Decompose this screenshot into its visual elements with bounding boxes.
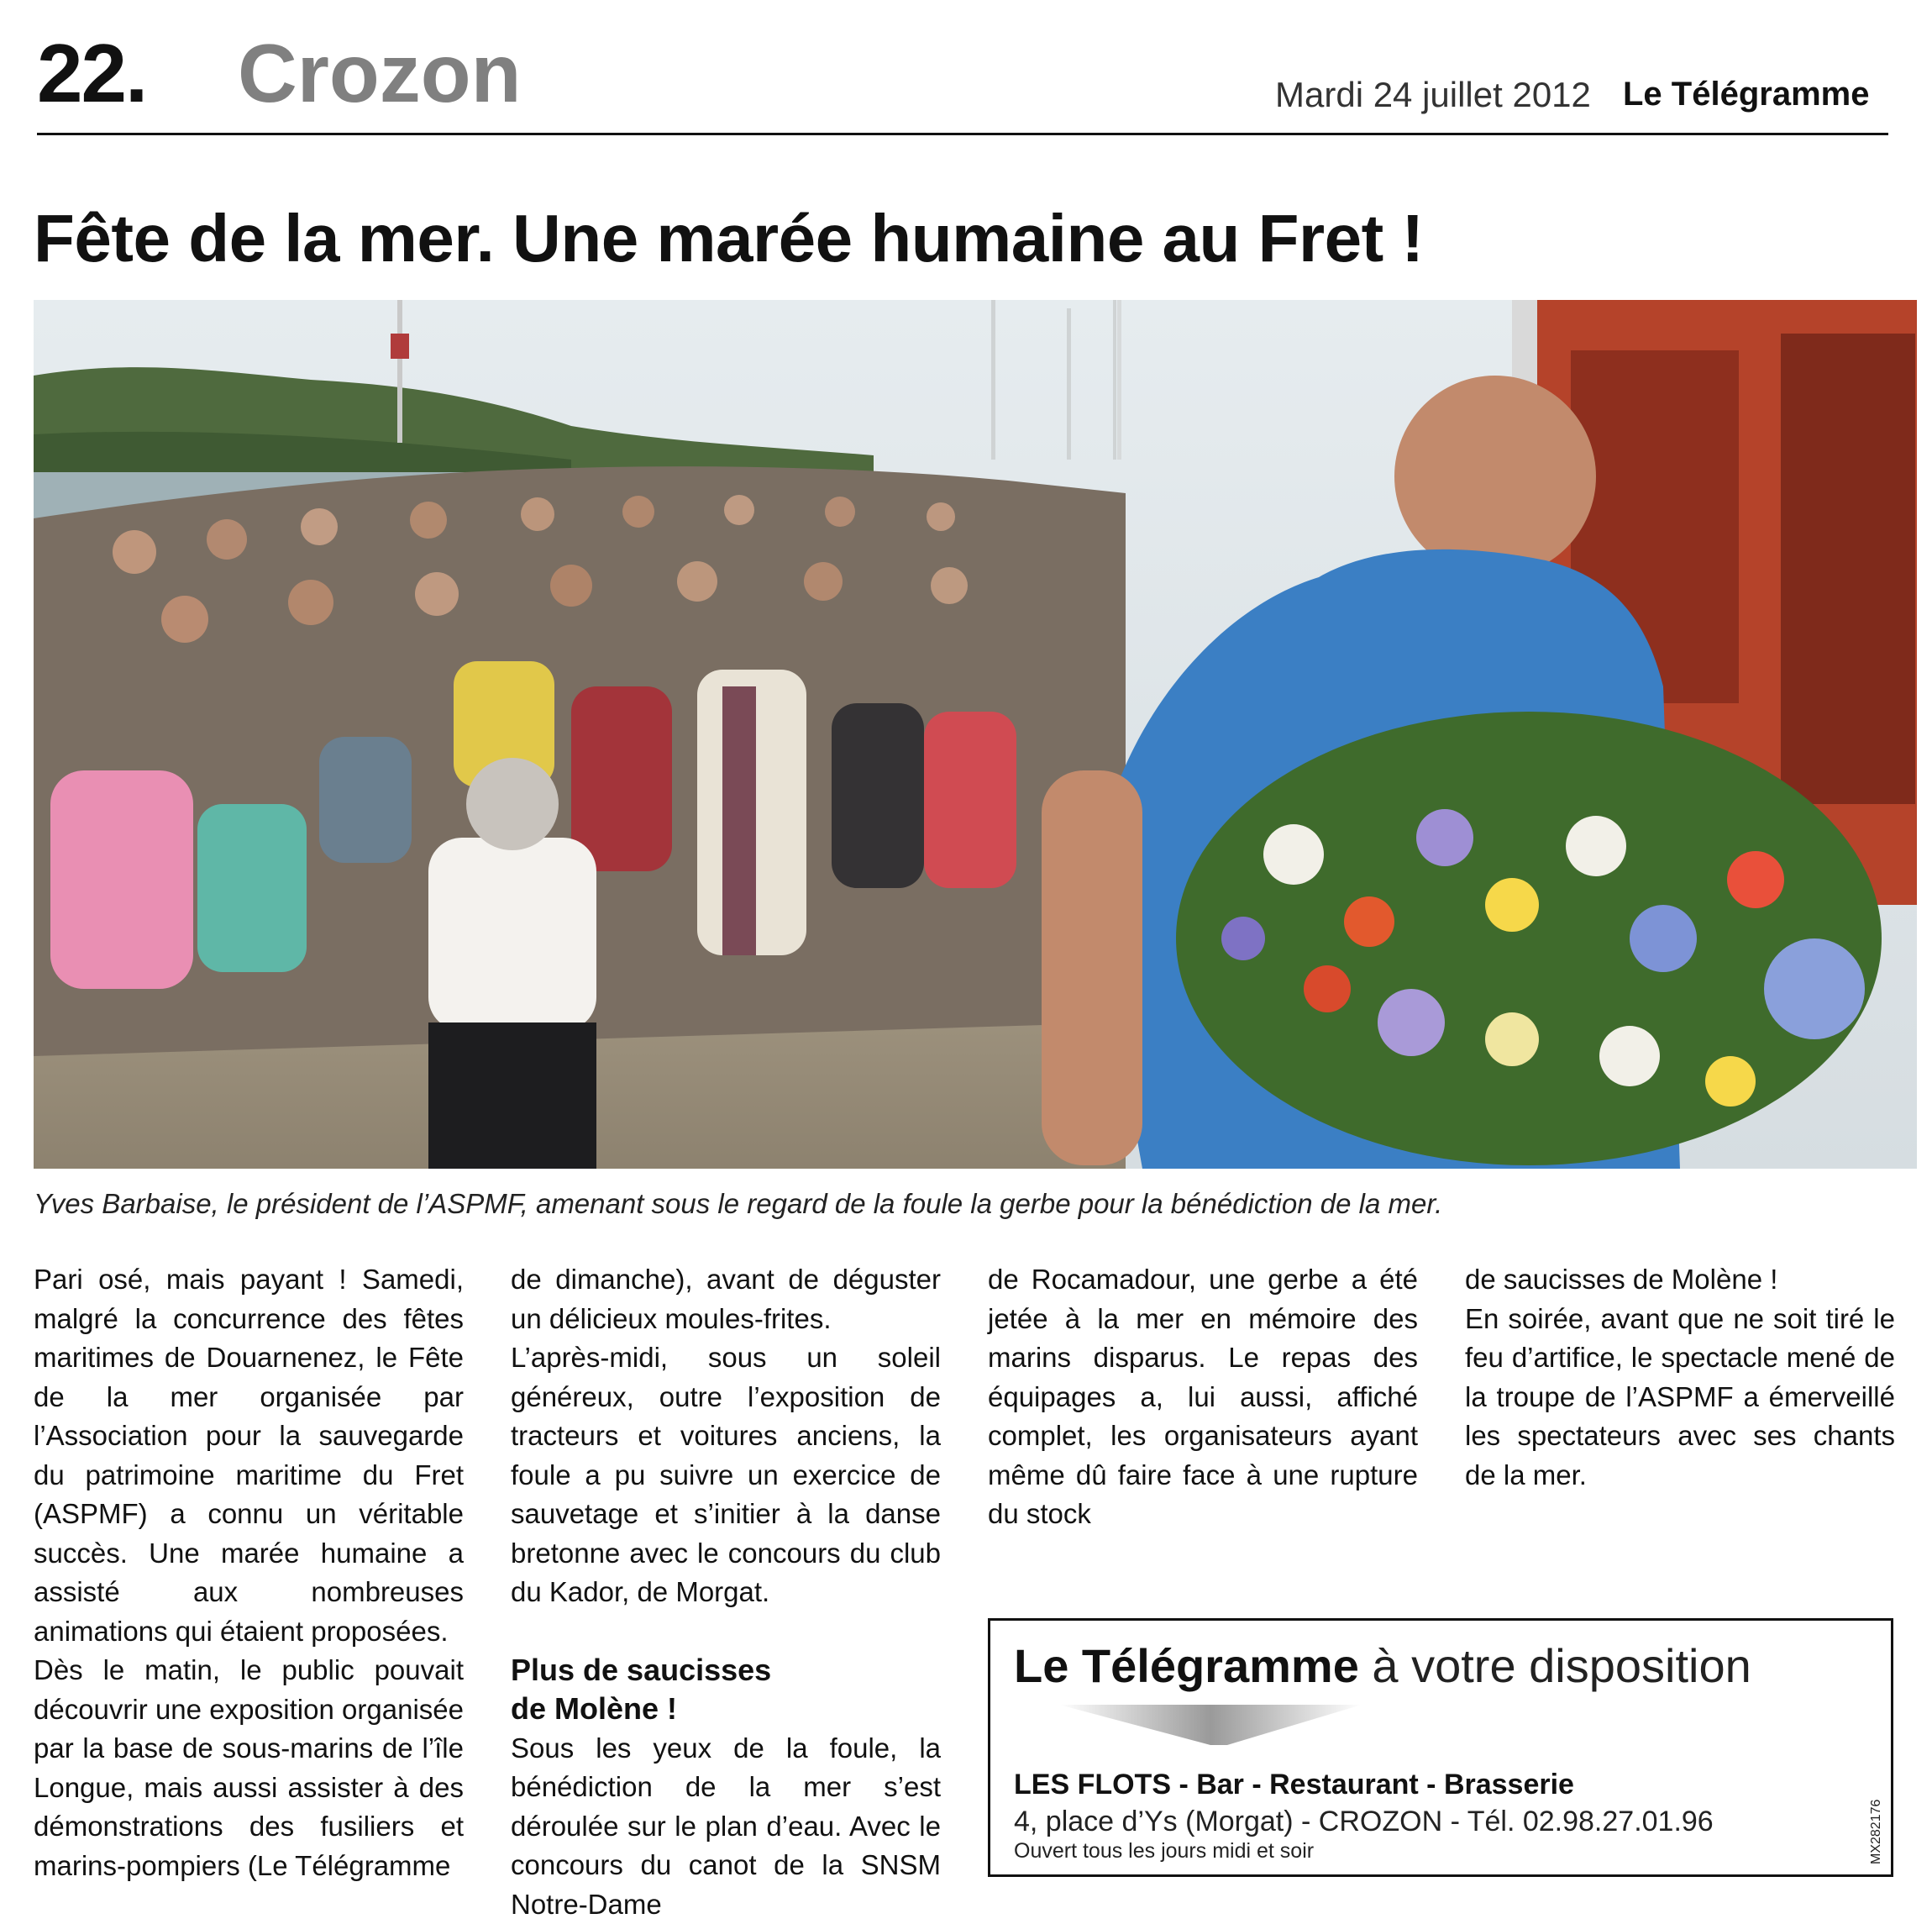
article-column-1 <box>34 1260 464 1885</box>
ad-title-brand: Le Télégramme <box>1014 1639 1359 1692</box>
article-column-4 <box>1465 1260 1895 1495</box>
advertisement-box <box>988 1618 1893 1877</box>
paragraph: L’après-midi, sous un soleil généreux, outre l’exposition de tracteurs et voitures anciens, la foule a pu suivre un exercice de sauvetage et s’initier à la danse bretonne avec le concours du club du Kador, de Morgat. <box>511 1338 941 1612</box>
ad-title <box>1014 1643 1751 1690</box>
paragraph: Dès le matin, le public pouvait découvrir une exposition organisée par la base de sous-marins de l’île Longue, mais aussi assister à des démonstrations des fusiliers et marins-pompiers (Le Télégramme <box>34 1651 464 1885</box>
ad-address: 4, place d’Ys (Morgat) - CROZON - Tél. 02.98.27.01.96 <box>1014 1807 1714 1836</box>
down-arrow-icon <box>1059 1703 1362 1747</box>
ad-business-name: LES FLOTS - Bar - Restaurant - Brasserie <box>1014 1770 1574 1799</box>
ad-title-text: à votre disposition <box>1359 1639 1751 1692</box>
paragraph: Pari osé, mais payant ! Samedi, malgré la concurrence des fêtes maritimes de Douarnenez, le Fête de la mer organisée par l’Association pour la sauvegarde du patrimoine maritime du Fret (ASPMF) a connu un véritable succès. Une marée humaine a assisté aux nombreuses animations qui étaient proposées. <box>34 1260 464 1651</box>
article-headline: Fête de la mer. Une marée humaine au Fret ! <box>34 205 1424 272</box>
paragraph: Sous les yeux de la foule, la bénédiction de la mer s’est déroulée sur le plan d’eau. Avec le concours du canot de la SNSM Notre-Dame <box>511 1729 941 1924</box>
article-subheading: Plus de saucisses de Molène ! <box>511 1651 796 1729</box>
article-column-3 <box>988 1260 1418 1534</box>
article-photo <box>34 300 1917 1169</box>
paragraph: de saucisses de Molène ! <box>1465 1260 1895 1300</box>
paragraph: En soirée, avant que ne soit tiré le feu d’artifice, le spectacle mené de la troupe de l’ASPMF a émerveillé les spectateurs avec ses chants de la mer. <box>1465 1300 1895 1496</box>
paragraph: de dimanche), avant de déguster un délicieux moules-frites. <box>511 1260 941 1338</box>
publication-date: Mardi 24 juillet 2012 <box>1275 77 1591 113</box>
page-number: 22. <box>37 32 146 114</box>
ad-reference-code: MX282176 <box>1869 1800 1884 1864</box>
article-column-2 <box>511 1260 941 1924</box>
publication-name: Le Télégramme <box>1623 77 1869 111</box>
section-title: Crozon <box>238 32 522 114</box>
photo-caption: Yves Barbaise, le président de l’ASPMF, amenant sous le regard de la foule la gerbe pour la bénédiction de la mer. <box>34 1188 1917 1220</box>
ad-hours: Ouvert tous les jours midi et soir <box>1014 1841 1314 1862</box>
paragraph: de Rocamadour, une gerbe a été jetée à la mer en mémoire des marins disparus. Le repas des équipages a, lui aussi, affiché complet, les organisateurs ayant même dû faire face à une rupture du stock <box>988 1260 1418 1534</box>
header-divider <box>37 133 1888 135</box>
